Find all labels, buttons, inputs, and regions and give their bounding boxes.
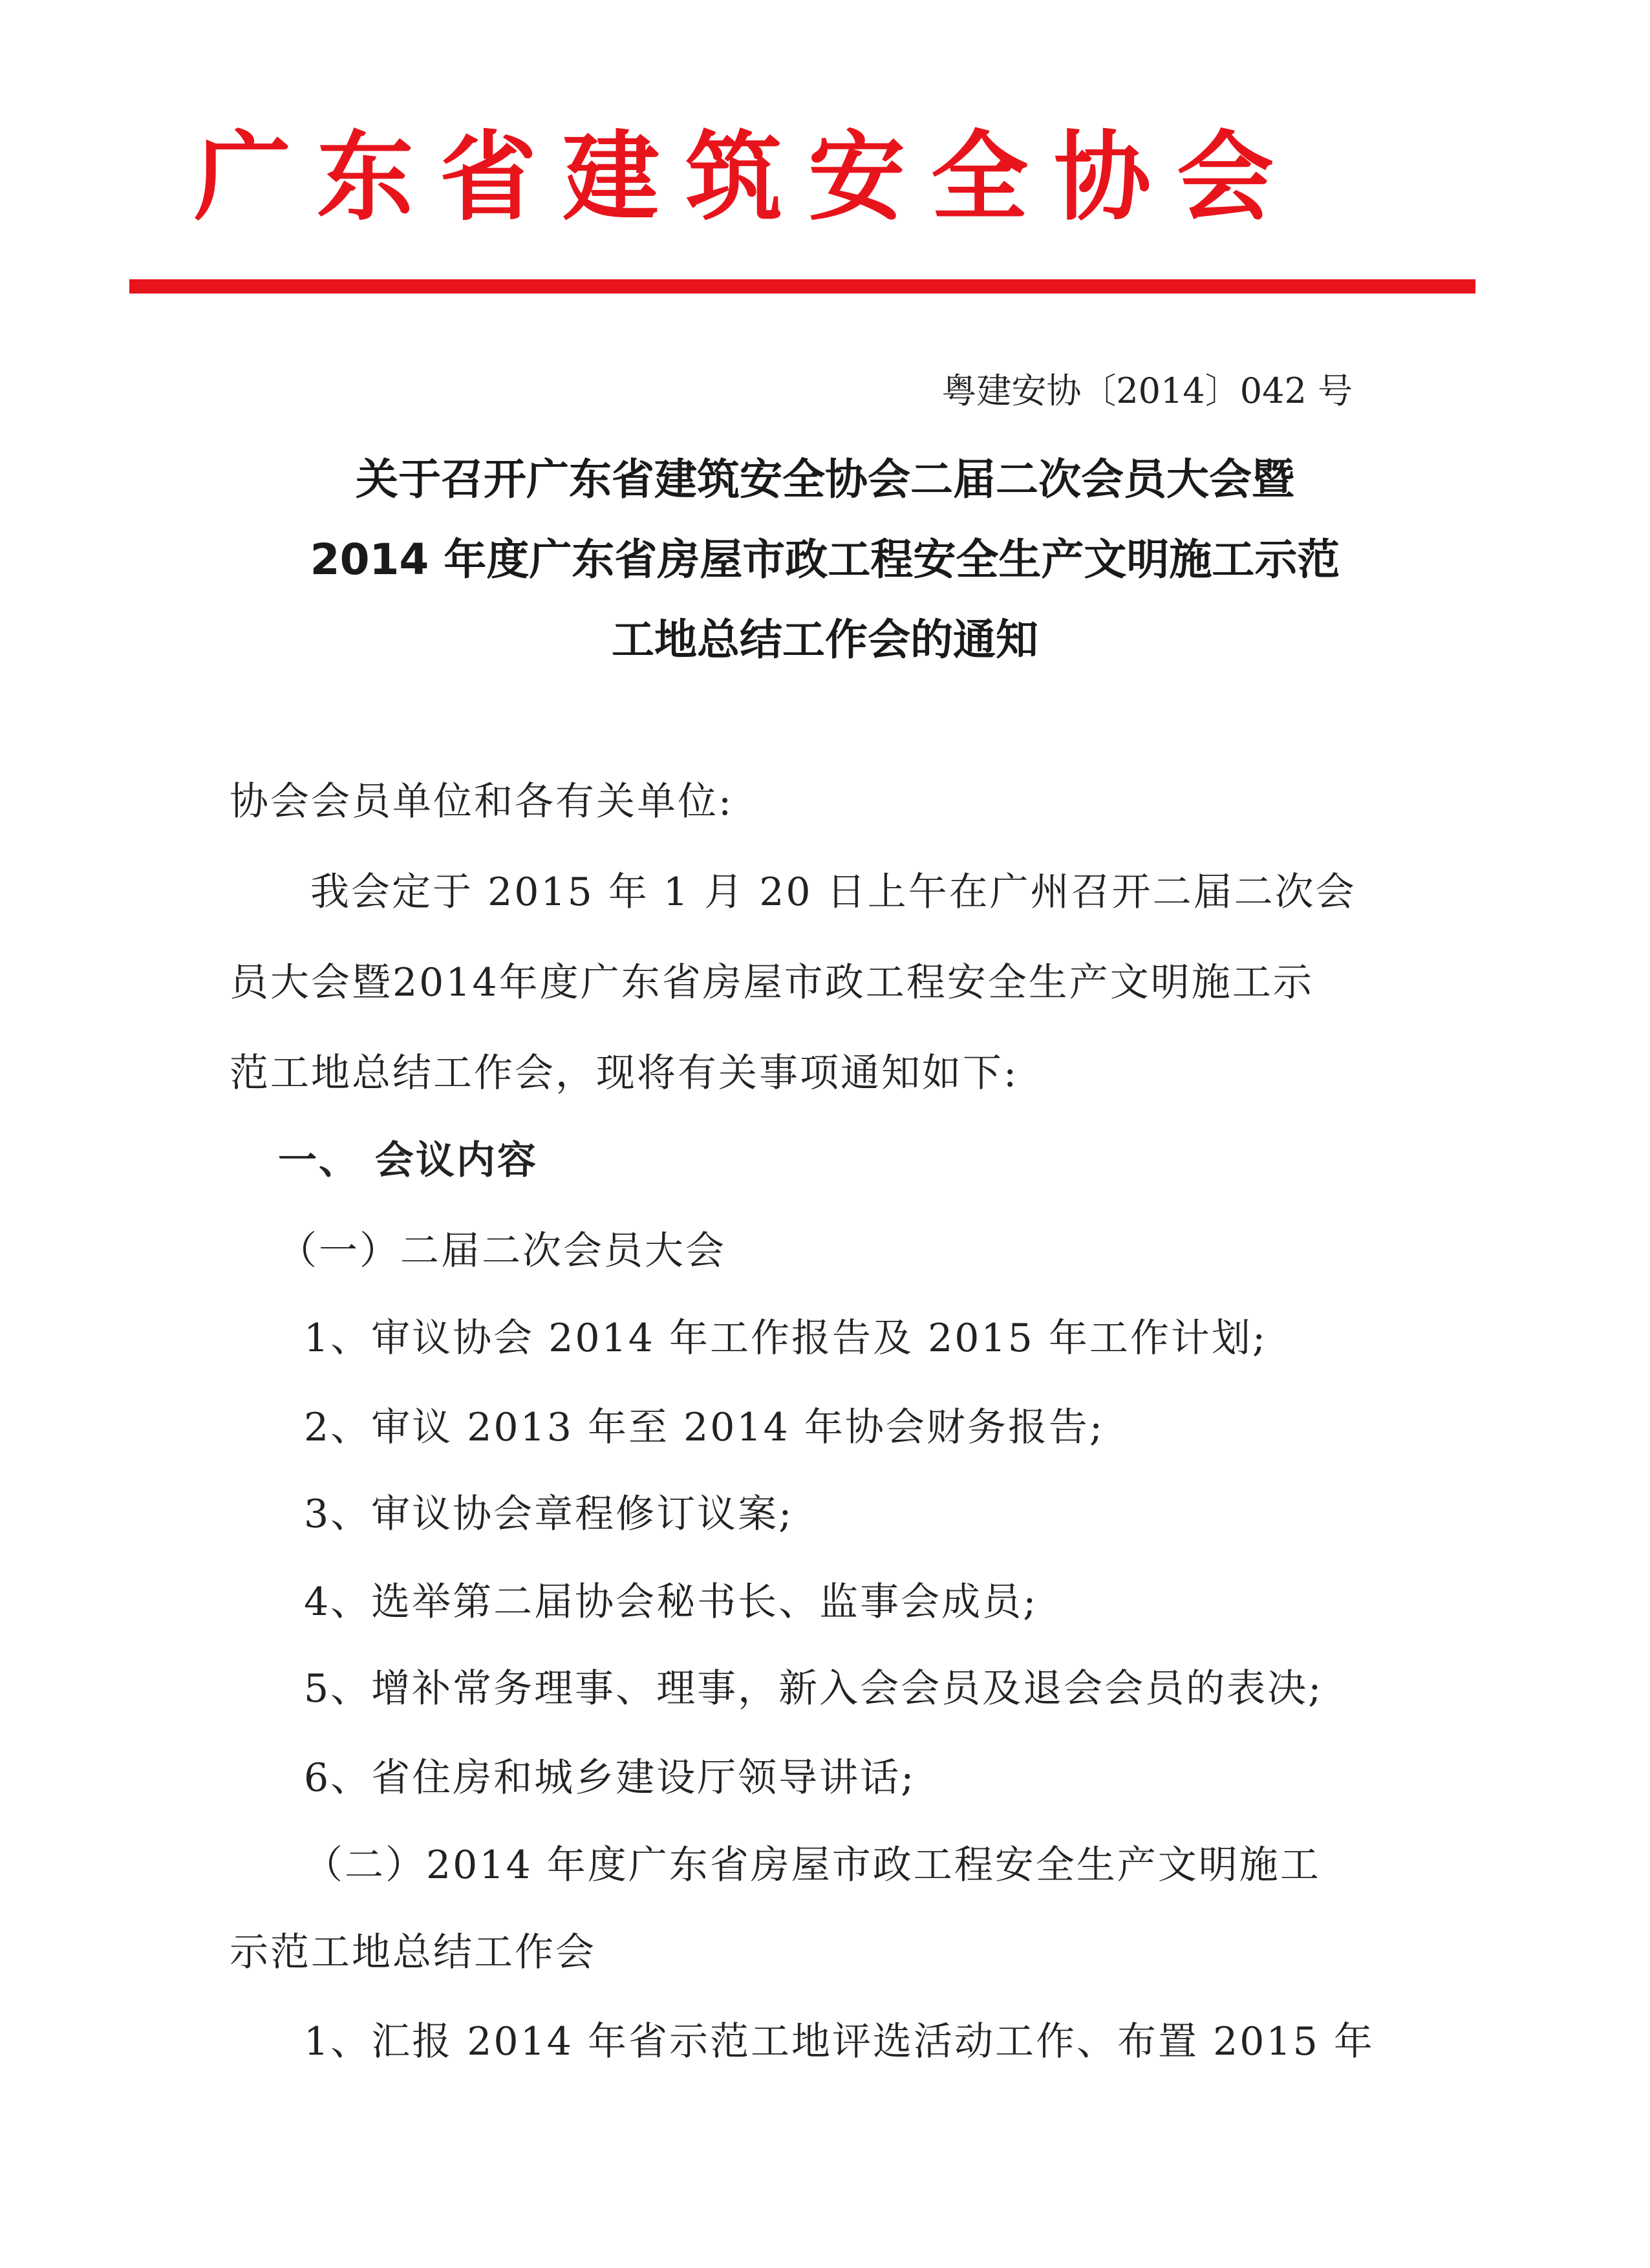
- list-item: 4、选举第二届协会秘书长、监事会成员;: [304, 1579, 1038, 1625]
- letterhead-red-rule: [129, 279, 1475, 294]
- title-line: 2014 年度广东省房屋市政工程安全生产文明施工示范: [310, 535, 1340, 584]
- subsection-heading: 示范工地总结工作会: [230, 1930, 596, 1975]
- document-number: 粤建安协〔2014〕042 号: [941, 370, 1353, 411]
- list-item: 1、审议协会 2014 年工作报告及 2015 年工作计划;: [304, 1316, 1268, 1361]
- list-item: 5、增补常务理事、理事，新入会会员及退会会员的表决;: [304, 1666, 1323, 1711]
- intro-line: 我会定于 2015 年 1 月 20 日上午在广州召开二届二次会: [310, 870, 1356, 915]
- letterhead-org-name: 广东省建筑安全协会: [194, 122, 1300, 234]
- title-line: 工地总结工作会的通知: [612, 615, 1038, 665]
- document-title: [129, 440, 1521, 680]
- subsection-heading: （一）二届二次会员大会: [278, 1228, 726, 1274]
- salutation: 协会会员单位和各有关单位:: [230, 779, 734, 824]
- list-item: 1、汇报 2014 年省示范工地评选活动工作、布置 2015 年: [304, 2019, 1375, 2064]
- intro-line: 范工地总结工作会，现将有关事项通知如下:: [230, 1051, 1019, 1096]
- section-heading: 一、 会议内容: [278, 1138, 538, 1183]
- list-item: 2、审议 2013 年至 2014 年协会财务报告;: [304, 1405, 1105, 1450]
- list-item: 3、审议协会章程修订议案;: [304, 1492, 794, 1537]
- subsection-heading: （二）2014 年度广东省房屋市政工程安全生产文明施工: [304, 1843, 1321, 1888]
- title-line: 关于召开广东省建筑安全协会二届二次会员大会暨: [356, 455, 1294, 504]
- list-item: 6、省住房和城乡建设厅领导讲话;: [304, 1755, 916, 1801]
- intro-line: 员大会暨2014年度广东省房屋市政工程安全生产文明施工示: [230, 960, 1314, 1005]
